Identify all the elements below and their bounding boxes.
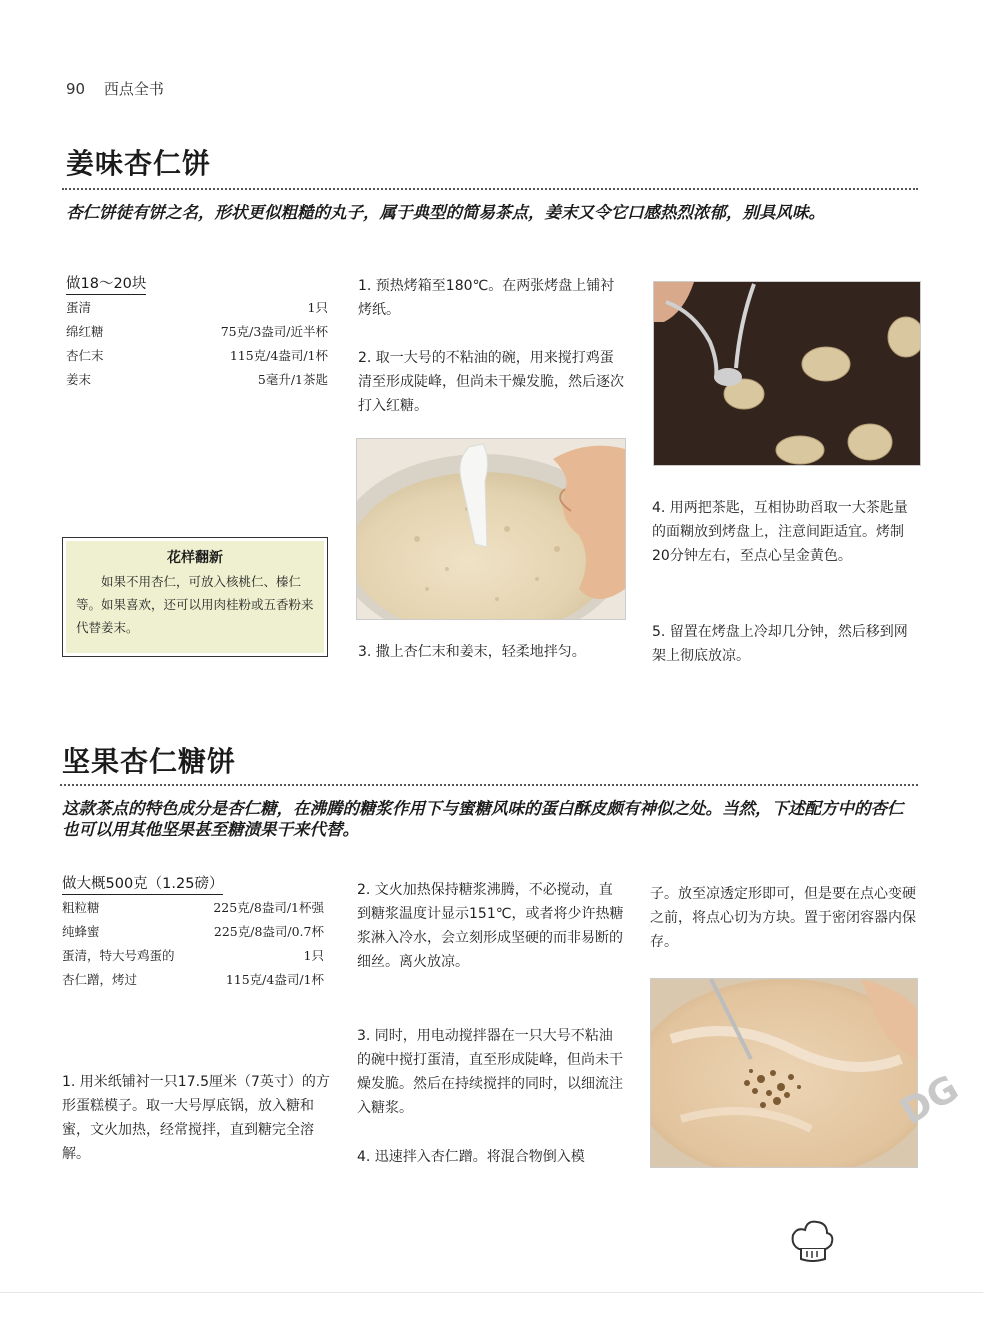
recipe1-step-5: 5. 留置在烤盘上冷却几分钟，然后移到网架上彻底放凉。 — [652, 624, 908, 664]
recipe1-yield: 做18～20块 — [66, 272, 146, 295]
recipe2-step-4: 4. 迅速拌入杏仁蹭。将混合物倒入模 — [357, 1149, 585, 1165]
recipe1-title: 姜味杏仁饼 — [66, 147, 212, 180]
nougat-bowl-illustration — [651, 979, 917, 1167]
watermark: DG — [893, 1067, 966, 1134]
recipe1-intro: 杏仁饼徒有饼之名，形状更似粗糙的丸子，属于典型的简易茶点，姜末又令它口感热烈浓郁，别具风味。 — [66, 203, 825, 222]
recipe1-step-1: 1. 预热烤箱至180℃。在两张烤盘上铺衬烤纸。 — [358, 278, 615, 318]
running-header — [66, 78, 178, 99]
recipe2-step-1: 1. 用米纸铺衬一只17.5厘米（7英寸）的方形蛋糕模子。取一大号厚底锅，放入糖和蜜，文火加热，经常搅拌，直到糖完全溶解。 — [62, 1074, 330, 1162]
recipe2-divider — [60, 784, 918, 786]
recipe2-ingredient-list: 粗粒糖 225克/8盎司/1杯强 纯蜂蜜 225克/8盎司/0.7杯 蛋清，特大号鸡蛋的 1只 杏仁蹭，烤过 115克/4盎司/1杯 — [62, 900, 324, 987]
recipe2-yield: 做大概500克（1.25磅） — [62, 872, 223, 895]
baking-tray-illustration — [654, 282, 920, 465]
recipe1-divider — [62, 188, 918, 190]
nougat-mixture-photo — [650, 978, 918, 1168]
recipe1-step-4: 4. 用两把茶匙，互相协助舀取一大茶匙量的面糊放到烤盘上，注意间距适宜。烤制20分钟左右，至点心呈金黄色。 — [652, 500, 908, 564]
mixing-bowl-photo — [356, 438, 626, 620]
recipe2-step-2: 2. 文火加热保持糖浆沸腾，不必搅动，直到糖浆温度计显示151℃，或者将少许热糖浆淋入冷水，会立刻形成坚硬的而非易断的细丝。离火放凉。 — [357, 882, 624, 970]
page-bottom-edge — [0, 1292, 983, 1293]
recipe1-step-2: 2. 取一大号的不粘油的碗，用来搅打鸡蛋清至形成陡峰，但尚未干燥发脆，然后逐次打入红糖。 — [358, 350, 624, 414]
chef-hat-icon — [787, 1215, 837, 1265]
page-number: 90 — [66, 80, 86, 98]
recipe2-title: 坚果杏仁糖饼 — [62, 745, 237, 778]
tip-title: 花样翻新 — [167, 550, 223, 566]
recipe1-ingredient-list: 蛋清 1只 绵红糖 75克/3盎司/近半杯 杏仁末 115克/4盎司/1杯 姜末 5毫升/1茶匙 — [66, 300, 328, 387]
recipe2-step-3: 3. 同时，用电动搅拌器在一只大号不粘油的碗中搅打蛋清，直至形成陡峰，但尚未干燥发脆。然后在持续搅拌的同时，以细流注入糖浆。 — [357, 1028, 623, 1116]
recipe2-step-4-continued: 子。放至凉透定形即可，但是要在点心变硬之前，将点心切为方块。置于密闭容器内保存。 — [650, 886, 916, 950]
book-title: 西点全书 — [103, 80, 164, 98]
recipe2-intro: 这款茶点的特色成分是杏仁糖，在沸腾的糖浆作用下与蜜糖风味的蛋白酥皮颇有神似之处。当然，下述配方中的杏仁也可以用其他坚果甚至糖渍果干来代替。 — [62, 799, 904, 839]
variation-tip-box — [62, 537, 328, 657]
recipe1-step-3: 3. 撒上杏仁末和姜末，轻柔地拌匀。 — [358, 644, 586, 660]
spooning-batter-photo — [653, 281, 921, 466]
tip-text: 如果不用杏仁，可放入核桃仁、榛仁等。如果喜欢，还可以用肉桂粉或五香粉来代替姜末。 — [76, 574, 314, 635]
mixing-bowl-illustration — [357, 439, 625, 619]
